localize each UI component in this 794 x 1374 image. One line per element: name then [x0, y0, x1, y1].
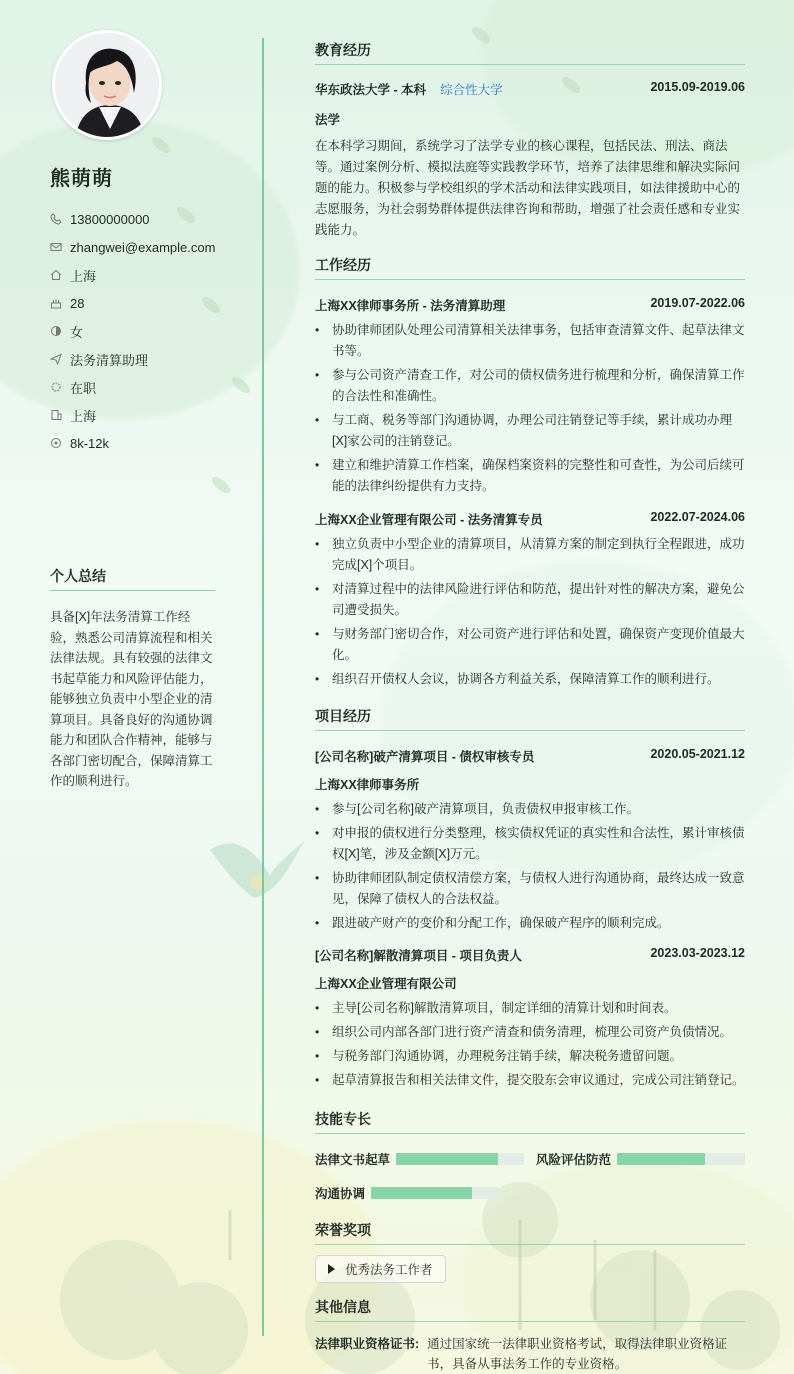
- candidate-name: 熊萌萌: [50, 168, 113, 190]
- skill-item: [536, 1150, 745, 1168]
- target-city-row: [50, 401, 220, 429]
- status-row: [50, 373, 220, 401]
- list-item: • 参与[公司名称]破产清算项目，负责债权申报审核工作。: [315, 799, 745, 820]
- list-item: • 建立和维护清算工作档案，确保档案资料的完整性和可查性，为公司后续可能的法律纠纷提供有力支持。: [315, 455, 745, 497]
- project-item-date: 2023.03-2023.12: [650, 946, 745, 960]
- project-item-bullets: [315, 799, 745, 934]
- status-text: 在职: [70, 380, 97, 396]
- list-item: • 参与公司资产清查工作，对公司的债权债务进行梳理和分析，确保清算工作的合法性和准确性。: [315, 365, 745, 407]
- award-label: 优秀法务工作者: [345, 1263, 433, 1277]
- phone-text: 13800000000: [70, 211, 150, 227]
- phone-icon: [50, 213, 62, 225]
- home-icon: [50, 269, 62, 281]
- project-item-header: [315, 946, 745, 964]
- age-row: [50, 289, 220, 317]
- work-section: [315, 255, 745, 690]
- skill-label: 法律文书起草: [315, 1153, 391, 1167]
- education-title: 教育经历: [315, 40, 745, 65]
- list-item: • 跟进破产财产的变价和分配工作，确保破产程序的顺利完成。: [315, 913, 745, 934]
- list-item: • 对申报的债权进行分类整理，核实债权凭证的真实性和合法性，累计审核债权[X]笔，涉及金额[X]万元。: [315, 823, 745, 865]
- project-item-bullets: [315, 998, 745, 1091]
- list-item: • 协助律师团队处理公司清算相关法律事务，包括审查清算文件、起草法律文书等。: [315, 320, 745, 362]
- status-icon: [50, 381, 62, 393]
- vertical-divider: [262, 38, 264, 1336]
- skill-item: [315, 1184, 524, 1202]
- work-item-date: 2022.07-2024.06: [650, 510, 745, 524]
- awards-section: [315, 1220, 745, 1283]
- cake-icon: [50, 297, 62, 309]
- position-text: 法务清算助理: [70, 352, 149, 368]
- location-row: [50, 261, 220, 289]
- skill-bar-fill: [371, 1187, 472, 1199]
- work-item-bullets: [315, 534, 745, 690]
- skill-bar-fill: [617, 1153, 705, 1165]
- project-item-header: [315, 747, 745, 765]
- gender-text: 女: [70, 324, 84, 340]
- phone-row: [50, 205, 220, 233]
- work-item-title: 上海XX律师事务所 - 法务清算助理: [315, 299, 506, 313]
- education-desc: 在本科学习期间，系统学习了法学专业的核心课程，包括民法、刑法、商法等。通过案例分析、模拟法庭等实践教学环节，培养了法律思维和解决实际问题的能力。积极参与学校组织的学术活动和法律实践项目，如法律援助中心的志愿服务，为社会弱势群体提供法律咨询和帮助，增强了社会责任感和专业实践能力。: [315, 139, 741, 237]
- summary-section: [50, 566, 215, 792]
- summary-text: 具备[X]年法务清算工作经验，熟悉公司清算流程和相关法律法规。具有较强的法律文书起草能力和风险评估能力，能够独立负责中小型企业的清算项目。具备良好的沟通协调能力和团队合作精神，能够与各部门密切配合，保障清算工作的顺利进行。: [50, 610, 213, 788]
- position-row: [50, 345, 220, 373]
- projects-title: 项目经历: [315, 706, 745, 731]
- skill-bar-fill: [396, 1153, 498, 1165]
- location-text: 上海: [70, 268, 97, 284]
- list-item: • 对清算过程中的法律风险进行评估和防范，提出针对性的解决方案，避免公司遭受损失。: [315, 579, 745, 621]
- education-section: [315, 40, 745, 241]
- building-icon: [50, 409, 62, 421]
- work-item-date: 2019.07-2022.06: [650, 296, 745, 310]
- avatar: [52, 30, 162, 140]
- right-column: [315, 40, 745, 1374]
- project-item-date: 2020.05-2021.12: [650, 747, 745, 761]
- list-item: • 与税务部门沟通协调，办理税务注销手续，解决税务遗留问题。: [315, 1046, 745, 1067]
- send-icon: [50, 353, 62, 365]
- list-item: • 起草清算报告和相关法律文件，提交股东会审议通过，完成公司注销登记。: [315, 1070, 745, 1091]
- skills-grid: [315, 1150, 745, 1202]
- education-major: 法学: [315, 113, 341, 127]
- email-icon: [50, 241, 62, 253]
- award-badge: [315, 1255, 446, 1283]
- other-row: [315, 1334, 745, 1374]
- work-item-header: [315, 510, 745, 528]
- skills-title: 技能专长: [315, 1109, 745, 1134]
- school-tag: 综合性大学: [440, 83, 503, 97]
- gender-icon: [50, 325, 62, 337]
- left-column: [50, 30, 220, 788]
- list-item: • 组织公司内部各部门进行资产清查和债务清理，梳理公司资产负债情况。: [315, 1022, 745, 1043]
- project-item-org: 上海XX企业管理有限公司: [315, 977, 457, 991]
- work-item-title: 上海XX企业管理有限公司 - 法务清算专员: [315, 513, 543, 527]
- list-item: • 与财务部门密切合作，对公司资产进行评估和处置，确保资产变现价值最大化。: [315, 624, 745, 666]
- age-text: 28: [70, 295, 85, 311]
- awards-title: 荣誉奖项: [315, 1220, 745, 1245]
- work-item-header: [315, 296, 745, 314]
- target-city-text: 上海: [70, 408, 97, 424]
- email-text: zhangwei@example.com: [70, 239, 216, 255]
- email-row: [50, 233, 220, 261]
- skill-bar: [371, 1187, 499, 1199]
- gender-row: [50, 317, 220, 345]
- salary-row: [50, 429, 220, 457]
- list-item: • 与工商、税务等部门沟通协调，办理公司注销登记等手续，累计成功办理[X]家公司的注销登记。: [315, 410, 745, 452]
- project-item-title: [公司名称]解散清算项目 - 项目负责人: [315, 949, 522, 963]
- skill-bar: [396, 1153, 524, 1165]
- skill-label: 风险评估防范: [536, 1153, 612, 1167]
- other-value: 通过国家统一法律职业资格考试，取得法律职业资格证书，具备从事法务工作的专业资格。: [427, 1337, 728, 1371]
- work-title: 工作经历: [315, 255, 745, 280]
- contact-info: [50, 205, 220, 457]
- skill-item: [315, 1150, 524, 1168]
- education-date: 2015.09-2019.06: [650, 80, 745, 94]
- education-school: 华东政法大学 - 本科: [315, 83, 427, 97]
- skill-bar: [617, 1153, 745, 1165]
- other-title: 其他信息: [315, 1297, 745, 1322]
- swallow-illustration: [200, 820, 310, 910]
- skills-section: [315, 1109, 745, 1202]
- list-item: • 主导[公司名称]解散清算项目，制定详细的清算计划和时间表。: [315, 998, 745, 1019]
- work-item-bullets: [315, 320, 745, 497]
- other-key: 法律职业资格证书:: [315, 1337, 420, 1351]
- project-item-title: [公司名称]破产清算项目 - 债权审核专员: [315, 750, 535, 764]
- projects-section: [315, 706, 745, 1091]
- summary-title: 个人总结: [50, 566, 215, 591]
- money-icon: [50, 437, 62, 449]
- project-item-org: 上海XX律师事务所: [315, 778, 420, 792]
- list-item: • 独立负责中小型企业的清算项目，从清算方案的制定到执行全程跟进，成功完成[X]个项目。: [315, 534, 745, 576]
- skill-label: 沟通协调: [315, 1187, 366, 1201]
- play-icon: [328, 1264, 335, 1274]
- education-header: [315, 80, 745, 98]
- list-item: • 协助律师团队制定债权清偿方案，与债权人进行沟通协商，最终达成一致意见，保障了债权人的合法权益。: [315, 868, 745, 910]
- salary-text: 8k-12k: [70, 435, 110, 451]
- other-section: [315, 1297, 745, 1374]
- list-item: • 组织召开债权人会议，协调各方利益关系，保障清算工作的顺利进行。: [315, 669, 745, 690]
